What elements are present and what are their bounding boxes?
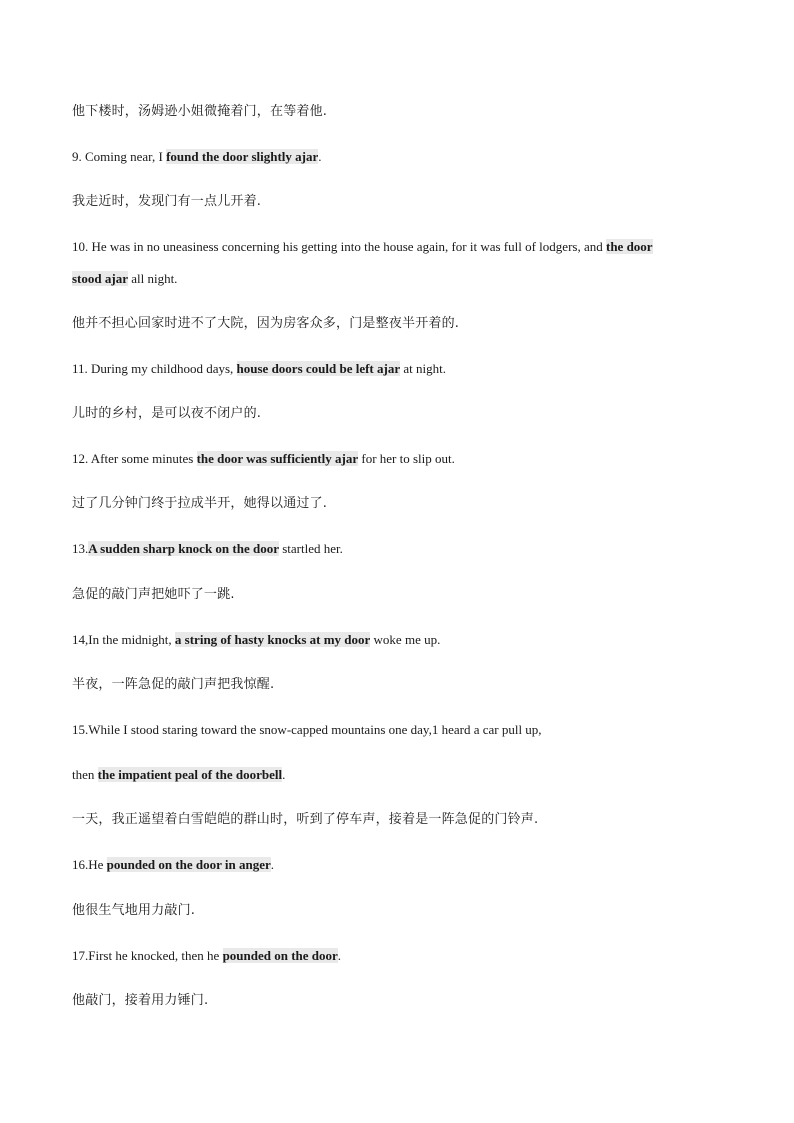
- sentence-text: then: [72, 767, 98, 782]
- highlighted-phrase: pounded on the door in anger: [106, 857, 271, 872]
- sentence-text: all night.: [127, 271, 178, 286]
- highlighted-phrase: the door: [605, 239, 653, 254]
- example-sentence-9: [72, 149, 732, 165]
- sentence-text: 13.: [72, 541, 89, 556]
- sentence-text: 14,In the midnight,: [72, 632, 175, 647]
- sentence-text: woke me up.: [370, 632, 441, 647]
- example-sentence-15: [72, 722, 732, 738]
- sentence-text: 16.He: [72, 857, 107, 872]
- highlighted-phrase: the door was sufficiently ajar: [196, 451, 359, 466]
- example-sentence-17: [72, 948, 732, 964]
- sentence-text: at night.: [400, 361, 446, 376]
- translation-line: 他下楼时，汤姆逊小姐微掩着门，在等着他.: [72, 104, 328, 119]
- highlighted-phrase: the impatient peal of the doorbell: [97, 767, 283, 782]
- translation-15: 一天，我正遥望着白雪皑皑的群山时，听到了停车声，接着是一阵急促的门铃声.: [72, 812, 539, 827]
- highlighted-phrase: A sudden sharp knock on the door: [88, 541, 279, 556]
- sentence-text: startled her.: [278, 541, 343, 556]
- sentence-text: 11. During my childhood days,: [72, 361, 237, 376]
- sentence-text: for her to slip out.: [358, 451, 455, 466]
- sentence-text: .: [318, 149, 322, 164]
- highlighted-phrase: found the door slightly ajar: [166, 149, 319, 164]
- translation-11: 儿时的乡村，是可以夜不闭户的.: [72, 406, 262, 421]
- translation-10: 他并不担心回家时进不了大院，因为房客众多，门是整夜半开着的.: [72, 316, 460, 331]
- example-sentence-11: [72, 361, 732, 377]
- example-sentence-12: [72, 451, 732, 467]
- sentence-text: .: [337, 948, 342, 963]
- translation-13: 急促的敲门声把她吓了一跳.: [72, 587, 235, 602]
- translation-17: 他敲门，接着用力锤门.: [72, 993, 209, 1008]
- translation-12: 过了几分钟门终于拉成半开，她得以通过了.: [72, 496, 328, 511]
- example-sentence-16: [72, 857, 732, 873]
- example-sentence-10: [72, 239, 732, 255]
- highlighted-phrase: stood ajar: [72, 271, 128, 286]
- example-sentence-14: [72, 632, 732, 648]
- sentence-text: 9. Coming near, I: [72, 149, 167, 164]
- translation-16: 他很生气地用力敲门.: [72, 903, 196, 918]
- highlighted-phrase: a string of hasty knocks at my door: [174, 632, 371, 647]
- example-sentence-15-cont: [72, 767, 732, 783]
- example-sentence-13: [72, 541, 732, 557]
- sentence-text: 17.First he knocked, then he: [72, 948, 223, 963]
- highlighted-phrase: pounded on the door: [222, 948, 338, 963]
- translation-14: 半夜，一阵急促的敲门声把我惊醒.: [72, 677, 275, 692]
- sentence-text: 10. He was in no uneasiness concerning his getting into the house again, for it was full of lodgers, and: [72, 239, 606, 254]
- sentence-text: .: [282, 767, 286, 782]
- translation-9: 我走近时，发现门有一点儿开着.: [72, 194, 262, 209]
- highlighted-phrase: house doors could be left ajar: [236, 361, 401, 376]
- sentence-text: 15.While I stood staring toward the snow-capped mountains one day,1 heard a car pull up,: [72, 722, 542, 737]
- example-sentence-10-cont: [72, 271, 732, 287]
- sentence-text: 12. After some minutes: [72, 451, 197, 466]
- sentence-text: .: [270, 857, 275, 872]
